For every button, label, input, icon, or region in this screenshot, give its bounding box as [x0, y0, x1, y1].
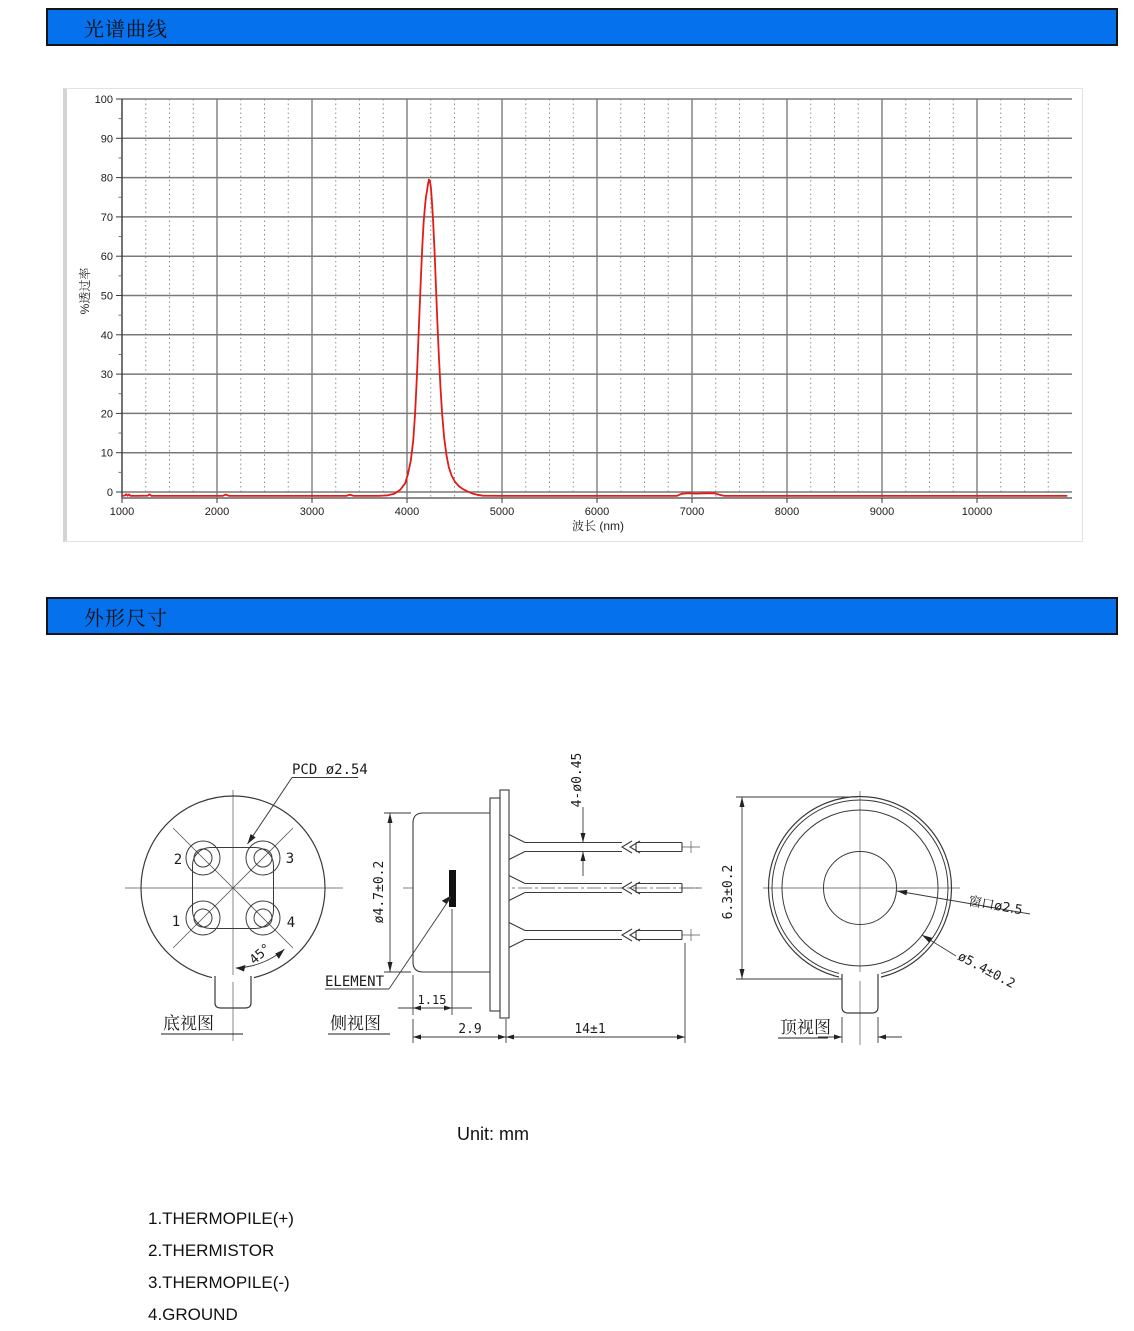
- outer-diameter-label: 6.3±0.2: [721, 864, 736, 920]
- x-tick-label: 1000: [109, 506, 135, 518]
- x-tick-label: 9000: [869, 506, 895, 518]
- element-label: ELEMENT: [325, 974, 385, 990]
- can-diameter-label: ø4.7±0.2: [372, 860, 387, 924]
- y-tick-label: 30: [100, 369, 113, 382]
- y-tick-label: 40: [100, 329, 113, 342]
- y-tick-label: 60: [100, 251, 113, 264]
- y-tick-label: 20: [100, 408, 113, 421]
- element-mark: [449, 870, 456, 907]
- bottom-view: [125, 778, 358, 1042]
- x-tick-label: 2000: [204, 506, 230, 518]
- x-tick-label: 3000: [299, 506, 325, 518]
- pin-description-list: [148, 1203, 294, 1331]
- x-tick-label: 6000: [584, 506, 610, 518]
- pin-description: 4.GROUND: [148, 1305, 238, 1324]
- element-offset-label: 1.15: [417, 993, 447, 1007]
- x-tick-label: 7000: [679, 506, 705, 518]
- section-title: 光谱曲线: [84, 18, 168, 41]
- y-tick-label: 10: [100, 447, 113, 460]
- spectral-chart-canvas: [67, 89, 1082, 541]
- y-tick-label: 50: [100, 290, 113, 303]
- section-header-spectral-curve: [46, 8, 1118, 46]
- y-axis-title: %透过率: [78, 267, 92, 315]
- pin-length-label: 14±1: [574, 1022, 606, 1037]
- top-view-labels: [721, 865, 1024, 1038]
- can-depth-label: 2.9: [458, 1022, 482, 1037]
- unit-note: Unit: mm: [457, 1124, 529, 1144]
- pin-description: 1.THERMOPILE(+): [148, 1209, 294, 1228]
- angle-label: 45°: [246, 940, 275, 968]
- side-view-pins: [509, 835, 702, 948]
- pin-description: 3.THERMOPILE(-): [148, 1273, 290, 1292]
- x-tick-label: 5000: [489, 506, 515, 518]
- pin2-number: 2: [173, 852, 183, 868]
- pin-description: 2.THERMISTOR: [148, 1241, 275, 1260]
- outline-dimension-drawing: [100, 745, 1060, 1065]
- pin3-number: 3: [285, 851, 295, 867]
- cap-diameter-label: ø5.4±0.2: [955, 949, 1018, 992]
- y-tick-label: 90: [100, 133, 113, 146]
- pin-diameter-label: 4-ø0.45: [570, 752, 585, 808]
- dim-pin-diameter: [581, 807, 586, 876]
- x-tick-label: 8000: [774, 506, 800, 518]
- window-diameter-label: 窗口ø2.5: [967, 894, 1024, 919]
- top-view: [736, 791, 1030, 1045]
- x-tick-label: 4000: [394, 506, 420, 518]
- y-tick-label: 80: [100, 172, 113, 185]
- y-tick-label: 100: [94, 94, 113, 106]
- x-tick-label: 10000: [961, 506, 993, 518]
- pin4-number: 4: [286, 915, 296, 931]
- transmittance-curve: [122, 180, 1067, 496]
- y-tick-label: 0: [106, 487, 113, 499]
- chart-gridlines: [122, 99, 1072, 498]
- section-header-outline-dimensions: [46, 597, 1118, 635]
- section-title: 外形尺寸: [84, 607, 168, 630]
- y-tick-label: 70: [100, 211, 113, 224]
- spectral-chart: [63, 88, 1083, 542]
- bottom-view-title: 底视图: [163, 1014, 214, 1034]
- dim-can-diameter: [384, 813, 411, 972]
- side-view-title: 侧视图: [330, 1014, 381, 1034]
- leader-arrow: [248, 834, 256, 844]
- bottom-view-labels: [163, 762, 368, 1034]
- top-view-title: 顶视图: [780, 1018, 831, 1038]
- x-axis-title: 波长 (nm): [572, 519, 624, 533]
- pcd-label: PCD ø2.54: [292, 762, 368, 778]
- pin1-number: 1: [171, 914, 181, 930]
